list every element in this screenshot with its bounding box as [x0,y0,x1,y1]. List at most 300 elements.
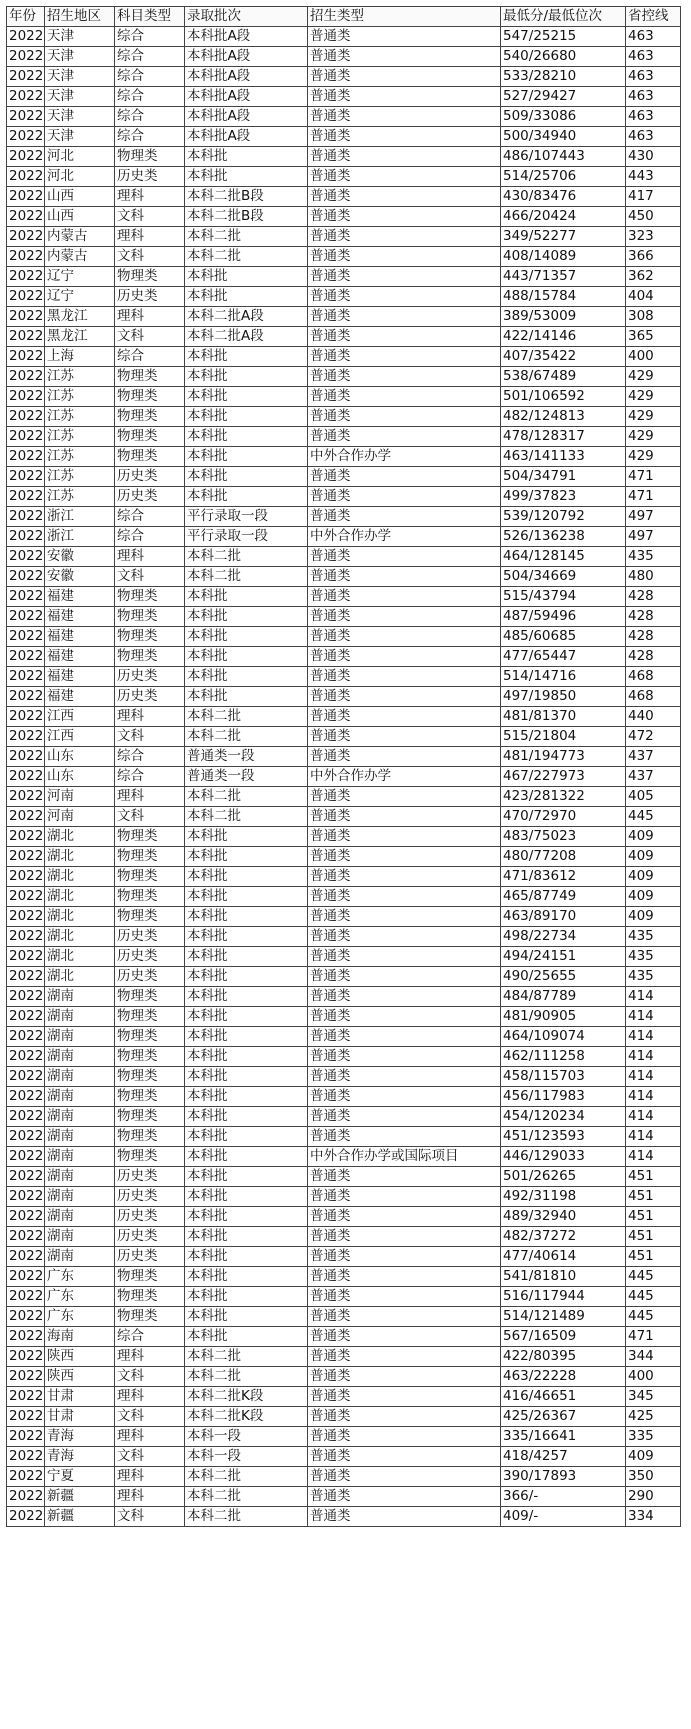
cell-control-line: 414 [626,987,681,1007]
cell-region: 湖南 [45,1147,115,1167]
cell-min-score-rank: 483/75023 [501,827,626,847]
table-row [7,447,681,467]
cell-enrollment-type: 普通类 [308,947,501,967]
cell-year: 2022 [7,1127,45,1147]
cell-year: 2022 [7,1467,45,1487]
cell-control-line: 429 [626,427,681,447]
cell-region: 天津 [45,47,115,67]
cell-min-score-rank: 407/35422 [501,347,626,367]
cell-region: 福建 [45,627,115,647]
cell-control-line: 471 [626,487,681,507]
table-row [7,587,681,607]
cell-min-score-rank: 409/- [501,1507,626,1527]
cell-batch: 本科批 [185,607,308,627]
cell-enrollment-type: 普通类 [308,1187,501,1207]
cell-enrollment-type: 普通类 [308,1227,501,1247]
cell-region: 浙江 [45,507,115,527]
cell-enrollment-type: 普通类 [308,787,501,807]
cell-subject-type: 物理类 [115,907,185,927]
cell-min-score-rank: 489/32940 [501,1207,626,1227]
cell-batch: 本科二批 [185,1367,308,1387]
cell-region: 江苏 [45,367,115,387]
cell-subject-type: 文科 [115,1367,185,1387]
table-row [7,247,681,267]
cell-batch: 本科二批 [185,227,308,247]
cell-year: 2022 [7,1267,45,1287]
cell-batch: 本科批 [185,427,308,447]
table-row [7,1367,681,1387]
header-enrollment-type: 招生类型 [308,7,501,27]
table-row [7,967,681,987]
cell-enrollment-type: 普通类 [308,707,501,727]
cell-control-line: 414 [626,1007,681,1027]
cell-control-line: 463 [626,47,681,67]
cell-batch: 本科批 [185,1187,308,1207]
cell-region: 湖南 [45,1247,115,1267]
cell-min-score-rank: 484/87789 [501,987,626,1007]
cell-min-score-rank: 443/71357 [501,267,626,287]
cell-control-line: 417 [626,187,681,207]
cell-subject-type: 物理类 [115,267,185,287]
cell-year: 2022 [7,967,45,987]
cell-min-score-rank: 462/111258 [501,1047,626,1067]
cell-batch: 本科批 [185,687,308,707]
cell-min-score-rank: 454/120234 [501,1107,626,1127]
cell-subject-type: 物理类 [115,407,185,427]
cell-control-line: 409 [626,867,681,887]
cell-enrollment-type: 普通类 [308,627,501,647]
cell-year: 2022 [7,687,45,707]
cell-control-line: 443 [626,167,681,187]
cell-control-line: 404 [626,287,681,307]
cell-control-line: 468 [626,667,681,687]
cell-region: 宁夏 [45,1467,115,1487]
table-row [7,1387,681,1407]
cell-batch: 本科批A段 [185,67,308,87]
cell-year: 2022 [7,887,45,907]
cell-subject-type: 综合 [115,107,185,127]
cell-batch: 本科批A段 [185,87,308,107]
table-row [7,27,681,47]
cell-enrollment-type: 普通类 [308,987,501,1007]
cell-region: 江西 [45,707,115,727]
cell-enrollment-type: 普通类 [308,147,501,167]
cell-control-line: 430 [626,147,681,167]
cell-region: 湖南 [45,1127,115,1147]
table-row [7,227,681,247]
cell-year: 2022 [7,267,45,287]
cell-enrollment-type: 普通类 [308,247,501,267]
cell-year: 2022 [7,1287,45,1307]
cell-min-score-rank: 527/29427 [501,87,626,107]
table-row [7,767,681,787]
header-batch: 录取批次 [185,7,308,27]
cell-year: 2022 [7,707,45,727]
table-row [7,1447,681,1467]
cell-subject-type: 理科 [115,1467,185,1487]
cell-year: 2022 [7,507,45,527]
cell-region: 湖北 [45,927,115,947]
cell-enrollment-type: 普通类 [308,387,501,407]
table-row [7,647,681,667]
table-row [7,1287,681,1307]
cell-year: 2022 [7,1387,45,1407]
cell-subject-type: 物理类 [115,1027,185,1047]
cell-min-score-rank: 485/60685 [501,627,626,647]
cell-region: 黑龙江 [45,327,115,347]
cell-control-line: 414 [626,1087,681,1107]
cell-control-line: 437 [626,747,681,767]
cell-batch: 本科批 [185,1047,308,1067]
cell-control-line: 429 [626,387,681,407]
cell-subject-type: 综合 [115,747,185,767]
table-row [7,487,681,507]
cell-min-score-rank: 540/26680 [501,47,626,67]
cell-region: 河北 [45,147,115,167]
cell-region: 湖南 [45,1087,115,1107]
cell-batch: 本科二批K段 [185,1407,308,1427]
cell-control-line: 445 [626,807,681,827]
cell-enrollment-type: 普通类 [308,807,501,827]
admission-table [6,6,681,1527]
cell-enrollment-type: 普通类 [308,1247,501,1267]
cell-control-line: 451 [626,1207,681,1227]
cell-batch: 本科批 [185,1067,308,1087]
cell-subject-type: 理科 [115,1347,185,1367]
table-row [7,947,681,967]
cell-enrollment-type: 普通类 [308,1007,501,1027]
cell-batch: 本科二批 [185,707,308,727]
cell-min-score-rank: 408/14089 [501,247,626,267]
cell-enrollment-type: 普通类 [308,1167,501,1187]
cell-region: 天津 [45,87,115,107]
table-row [7,1147,681,1167]
cell-min-score-rank: 446/129033 [501,1147,626,1167]
cell-region: 山西 [45,187,115,207]
cell-batch: 本科二批 [185,547,308,567]
cell-year: 2022 [7,67,45,87]
cell-min-score-rank: 492/31198 [501,1187,626,1207]
cell-min-score-rank: 480/77208 [501,847,626,867]
cell-min-score-rank: 463/22228 [501,1367,626,1387]
cell-region: 湖北 [45,847,115,867]
cell-year: 2022 [7,307,45,327]
cell-enrollment-type: 普通类 [308,847,501,867]
cell-control-line: 480 [626,567,681,587]
cell-batch: 本科批 [185,487,308,507]
cell-subject-type: 物理类 [115,887,185,907]
cell-subject-type: 物理类 [115,1007,185,1027]
cell-control-line: 451 [626,1167,681,1187]
cell-region: 安徽 [45,547,115,567]
cell-batch: 本科批 [185,287,308,307]
table-row [7,1087,681,1107]
cell-enrollment-type: 普通类 [308,1267,501,1287]
cell-region: 福建 [45,587,115,607]
cell-subject-type: 物理类 [115,1087,185,1107]
cell-batch: 本科批 [185,827,308,847]
cell-year: 2022 [7,1167,45,1187]
table-row [7,287,681,307]
header-min-score-rank: 最低分/最低位次 [501,7,626,27]
cell-subject-type: 文科 [115,207,185,227]
cell-region: 福建 [45,647,115,667]
cell-control-line: 409 [626,827,681,847]
table-row [7,267,681,287]
cell-batch: 本科批 [185,947,308,967]
cell-year: 2022 [7,227,45,247]
cell-region: 福建 [45,607,115,627]
cell-control-line: 365 [626,327,681,347]
cell-control-line: 445 [626,1267,681,1287]
cell-year: 2022 [7,527,45,547]
cell-enrollment-type: 中外合作办学或国际项目 [308,1147,501,1167]
header-subject-type: 科目类型 [115,7,185,27]
cell-batch: 本科批 [185,1147,308,1167]
table-row [7,1007,681,1027]
cell-region: 山西 [45,207,115,227]
cell-min-score-rank: 501/106592 [501,387,626,407]
cell-region: 湖南 [45,987,115,1007]
cell-region: 湖南 [45,1067,115,1087]
cell-region: 湖南 [45,1187,115,1207]
cell-enrollment-type: 普通类 [308,187,501,207]
cell-batch: 本科批 [185,447,308,467]
cell-batch: 本科一段 [185,1427,308,1447]
table-row [7,847,681,867]
cell-year: 2022 [7,827,45,847]
cell-batch: 本科二批 [185,807,308,827]
cell-subject-type: 物理类 [115,827,185,847]
cell-region: 湖北 [45,907,115,927]
cell-region: 湖南 [45,1047,115,1067]
cell-enrollment-type: 普通类 [308,1327,501,1347]
cell-control-line: 463 [626,67,681,87]
cell-enrollment-type: 普通类 [308,647,501,667]
cell-min-score-rank: 486/107443 [501,147,626,167]
header-control-line: 省控线 [626,7,681,27]
cell-year: 2022 [7,567,45,587]
cell-subject-type: 理科 [115,547,185,567]
cell-enrollment-type: 普通类 [308,87,501,107]
cell-batch: 本科批 [185,1307,308,1327]
table-row [7,987,681,1007]
table-row [7,347,681,367]
cell-year: 2022 [7,287,45,307]
table-row [7,867,681,887]
cell-control-line: 366 [626,247,681,267]
cell-year: 2022 [7,47,45,67]
cell-region: 湖南 [45,1207,115,1227]
cell-control-line: 400 [626,347,681,367]
cell-region: 广东 [45,1307,115,1327]
cell-region: 湖南 [45,1107,115,1127]
cell-year: 2022 [7,327,45,347]
cell-year: 2022 [7,27,45,47]
cell-enrollment-type: 普通类 [308,167,501,187]
cell-region: 新疆 [45,1487,115,1507]
cell-enrollment-type: 普通类 [308,1367,501,1387]
cell-year: 2022 [7,1367,45,1387]
cell-year: 2022 [7,87,45,107]
cell-min-score-rank: 567/16509 [501,1327,626,1347]
cell-subject-type: 物理类 [115,1127,185,1147]
cell-batch: 本科二批A段 [185,327,308,347]
cell-batch: 本科批 [185,147,308,167]
cell-control-line: 429 [626,367,681,387]
cell-enrollment-type: 普通类 [308,1427,501,1447]
cell-subject-type: 物理类 [115,1107,185,1127]
cell-enrollment-type: 普通类 [308,867,501,887]
cell-batch: 本科批 [185,407,308,427]
cell-batch: 本科批 [185,907,308,927]
cell-region: 陕西 [45,1347,115,1367]
table-row [7,47,681,67]
cell-enrollment-type: 普通类 [308,107,501,127]
cell-min-score-rank: 470/72970 [501,807,626,827]
cell-region: 天津 [45,127,115,147]
cell-subject-type: 理科 [115,707,185,727]
cell-enrollment-type: 普通类 [308,727,501,747]
cell-region: 江西 [45,727,115,747]
cell-subject-type: 物理类 [115,1287,185,1307]
cell-year: 2022 [7,867,45,887]
cell-min-score-rank: 488/15784 [501,287,626,307]
cell-enrollment-type: 中外合作办学 [308,767,501,787]
cell-batch: 本科一段 [185,1447,308,1467]
cell-batch: 本科批 [185,1007,308,1027]
cell-enrollment-type: 普通类 [308,127,501,147]
cell-min-score-rank: 501/26265 [501,1167,626,1187]
cell-batch: 本科批 [185,1327,308,1347]
cell-enrollment-type: 普通类 [308,1467,501,1487]
cell-control-line: 429 [626,447,681,467]
cell-batch: 本科批 [185,1227,308,1247]
cell-control-line: 435 [626,947,681,967]
cell-year: 2022 [7,1047,45,1067]
cell-control-line: 334 [626,1507,681,1527]
cell-control-line: 437 [626,767,681,787]
cell-year: 2022 [7,947,45,967]
table-row [7,407,681,427]
cell-year: 2022 [7,667,45,687]
table-row [7,747,681,767]
cell-enrollment-type: 普通类 [308,1067,501,1087]
cell-control-line: 362 [626,267,681,287]
cell-batch: 本科批A段 [185,27,308,47]
cell-region: 青海 [45,1447,115,1467]
cell-subject-type: 综合 [115,127,185,147]
header-year: 年份 [7,7,45,27]
cell-subject-type: 物理类 [115,427,185,447]
cell-enrollment-type: 普通类 [308,1207,501,1227]
cell-year: 2022 [7,347,45,367]
cell-min-score-rank: 390/17893 [501,1467,626,1487]
cell-min-score-rank: 464/128145 [501,547,626,567]
cell-min-score-rank: 467/227973 [501,767,626,787]
table-row [7,147,681,167]
cell-batch: 本科二批 [185,567,308,587]
cell-year: 2022 [7,167,45,187]
cell-control-line: 428 [626,627,681,647]
cell-control-line: 468 [626,687,681,707]
cell-year: 2022 [7,1227,45,1247]
cell-control-line: 435 [626,927,681,947]
cell-batch: 本科批 [185,167,308,187]
cell-subject-type: 历史类 [115,1227,185,1247]
cell-subject-type: 物理类 [115,367,185,387]
cell-region: 山东 [45,767,115,787]
cell-min-score-rank: 482/124813 [501,407,626,427]
cell-min-score-rank: 490/25655 [501,967,626,987]
table-row [7,607,681,627]
cell-subject-type: 历史类 [115,1187,185,1207]
cell-min-score-rank: 514/25706 [501,167,626,187]
cell-min-score-rank: 430/83476 [501,187,626,207]
cell-batch: 本科批 [185,1027,308,1047]
cell-region: 江苏 [45,447,115,467]
cell-batch: 本科批A段 [185,107,308,127]
cell-region: 甘肃 [45,1387,115,1407]
cell-subject-type: 文科 [115,727,185,747]
table-row [7,527,681,547]
header-row [7,7,681,27]
cell-subject-type: 物理类 [115,607,185,627]
cell-enrollment-type: 普通类 [308,747,501,767]
cell-min-score-rank: 481/194773 [501,747,626,767]
table-row [7,807,681,827]
cell-subject-type: 历史类 [115,927,185,947]
cell-min-score-rank: 389/53009 [501,307,626,327]
cell-enrollment-type: 普通类 [308,1507,501,1527]
cell-region: 海南 [45,1327,115,1347]
cell-region: 浙江 [45,527,115,547]
cell-batch: 本科批 [185,967,308,987]
cell-subject-type: 历史类 [115,947,185,967]
cell-region: 湖北 [45,827,115,847]
cell-region: 天津 [45,67,115,87]
cell-min-score-rank: 349/52277 [501,227,626,247]
cell-min-score-rank: 423/281322 [501,787,626,807]
cell-subject-type: 物理类 [115,1267,185,1287]
cell-region: 湖北 [45,887,115,907]
cell-year: 2022 [7,1087,45,1107]
table-row [7,1327,681,1347]
cell-min-score-rank: 464/109074 [501,1027,626,1047]
cell-batch: 本科批 [185,1167,308,1187]
table-row [7,427,681,447]
cell-enrollment-type: 普通类 [308,287,501,307]
cell-enrollment-type: 普通类 [308,587,501,607]
cell-min-score-rank: 463/89170 [501,907,626,927]
cell-subject-type: 文科 [115,807,185,827]
cell-control-line: 345 [626,1387,681,1407]
cell-year: 2022 [7,847,45,867]
cell-control-line: 409 [626,907,681,927]
cell-control-line: 409 [626,1447,681,1467]
cell-enrollment-type: 普通类 [308,1287,501,1307]
cell-batch: 本科二批 [185,787,308,807]
cell-subject-type: 历史类 [115,287,185,307]
cell-enrollment-type: 普通类 [308,1487,501,1507]
table-row [7,787,681,807]
cell-subject-type: 文科 [115,567,185,587]
cell-batch: 普通类一段 [185,767,308,787]
cell-batch: 平行录取一段 [185,507,308,527]
table-row [7,307,681,327]
cell-batch: 本科批 [185,387,308,407]
cell-enrollment-type: 中外合作办学 [308,447,501,467]
